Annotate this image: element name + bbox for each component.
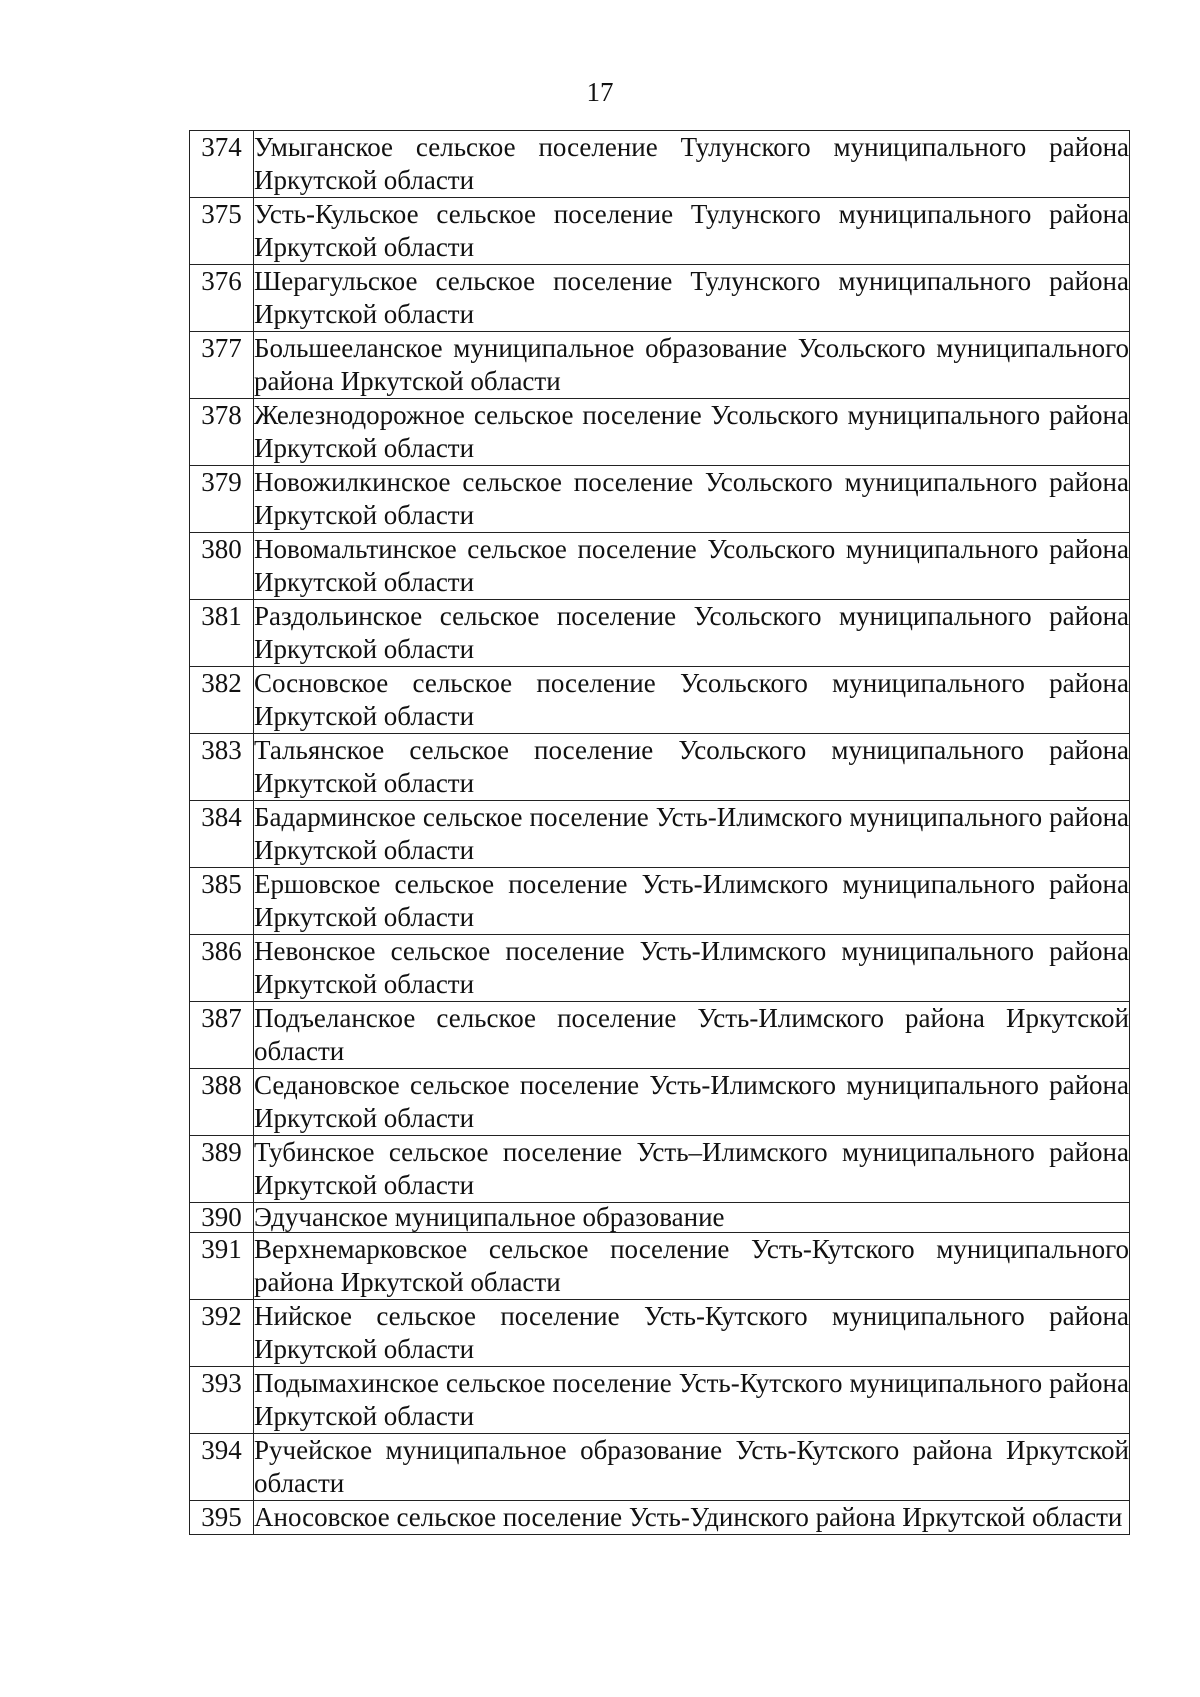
settlement-name: Железнодорожное сельское поселение Усольского муниципального района Иркутской области [254, 399, 1130, 466]
row-number: 389 [190, 1136, 254, 1203]
row-number: 376 [190, 265, 254, 332]
settlement-name: Ручейское муниципальное образование Усть-Кутского района Иркутской области [254, 1434, 1130, 1501]
table-row [190, 1300, 1130, 1367]
settlement-name: Бадарминское сельское поселение Усть-Илимского муниципального района Иркутской области [254, 801, 1130, 868]
table-row [190, 1434, 1130, 1501]
settlement-name: Сосновское сельское поселение Усольского муниципального района Иркутской области [254, 667, 1130, 734]
row-number: 375 [190, 198, 254, 265]
settlement-name: Эдучанское муниципальное образование [254, 1203, 1130, 1233]
settlement-name: Подъеланское сельское поселение Усть-Илимского района Иркутской области [254, 1002, 1130, 1069]
row-number: 392 [190, 1300, 254, 1367]
settlement-name: Ершовское сельское поселение Усть-Илимского муниципального района Иркутской области [254, 868, 1130, 935]
row-number: 380 [190, 533, 254, 600]
table-body [190, 131, 1130, 1535]
row-number: 391 [190, 1233, 254, 1300]
settlement-name: Тальянское сельское поселение Усольского муниципального района Иркутской области [254, 734, 1130, 801]
settlements-table [189, 130, 1130, 1535]
settlement-name: Раздольинское сельское поселение Усольского муниципального района Иркутской области [254, 600, 1130, 667]
table-row [190, 533, 1130, 600]
table-row [190, 1501, 1130, 1535]
table-row [190, 131, 1130, 198]
settlement-name: Седановское сельское поселение Усть-Илимского муниципального района Иркутской области [254, 1069, 1130, 1136]
table-row [190, 1002, 1130, 1069]
row-number: 381 [190, 600, 254, 667]
settlement-name: Умыганское сельское поселение Тулунского муниципального района Иркутской области [254, 131, 1130, 198]
table-row [190, 332, 1130, 399]
table-row [190, 1233, 1130, 1300]
table-row [190, 1367, 1130, 1434]
settlement-name: Нийское сельское поселение Усть-Кутского муниципального района Иркутской области [254, 1300, 1130, 1367]
page-number: 17 [586, 77, 614, 107]
row-number: 387 [190, 1002, 254, 1069]
settlement-name: Аносовское сельское поселение Усть-Удинского района Иркутской области [254, 1501, 1130, 1535]
table-row [190, 600, 1130, 667]
row-number: 393 [190, 1367, 254, 1434]
settlement-name: Большееланское муниципальное образование Усольского муниципального района Иркутской области [254, 332, 1130, 399]
table-row [190, 198, 1130, 265]
table-row [190, 265, 1130, 332]
table-row [190, 801, 1130, 868]
row-number: 395 [190, 1501, 254, 1535]
table-row [190, 868, 1130, 935]
row-number: 386 [190, 935, 254, 1002]
row-number: 374 [190, 131, 254, 198]
row-number: 383 [190, 734, 254, 801]
row-number: 390 [190, 1203, 254, 1233]
row-number: 384 [190, 801, 254, 868]
settlement-name: Шерагульское сельское поселение Тулунского муниципального района Иркутской области [254, 265, 1130, 332]
row-number: 382 [190, 667, 254, 734]
settlement-name: Верхнемарковское сельское поселение Усть-Кутского муниципального района Иркутской области [254, 1233, 1130, 1300]
row-number: 394 [190, 1434, 254, 1501]
table-row [190, 466, 1130, 533]
settlement-name: Тубинское сельское поселение Усть–Илимского муниципального района Иркутской области [254, 1136, 1130, 1203]
row-number: 377 [190, 332, 254, 399]
table-row [190, 1069, 1130, 1136]
row-number: 385 [190, 868, 254, 935]
settlement-name: Невонское сельское поселение Усть-Илимского муниципального района Иркутской области [254, 935, 1130, 1002]
row-number: 379 [190, 466, 254, 533]
settlement-name: Подымахинское сельское поселение Усть-Кутского муниципального района Иркутской области [254, 1367, 1130, 1434]
table-row [190, 1136, 1130, 1203]
table-row [190, 399, 1130, 466]
table-row [190, 1203, 1130, 1233]
settlement-name: Новомальтинское сельское поселение Усольского муниципального района Иркутской области [254, 533, 1130, 600]
table-row [190, 734, 1130, 801]
settlement-name: Усть-Кульское сельское поселение Тулунского муниципального района Иркутской области [254, 198, 1130, 265]
table-row [190, 935, 1130, 1002]
row-number: 378 [190, 399, 254, 466]
table-row [190, 667, 1130, 734]
settlement-name: Новожилкинское сельское поселение Усольского муниципального района Иркутской области [254, 466, 1130, 533]
row-number: 388 [190, 1069, 254, 1136]
